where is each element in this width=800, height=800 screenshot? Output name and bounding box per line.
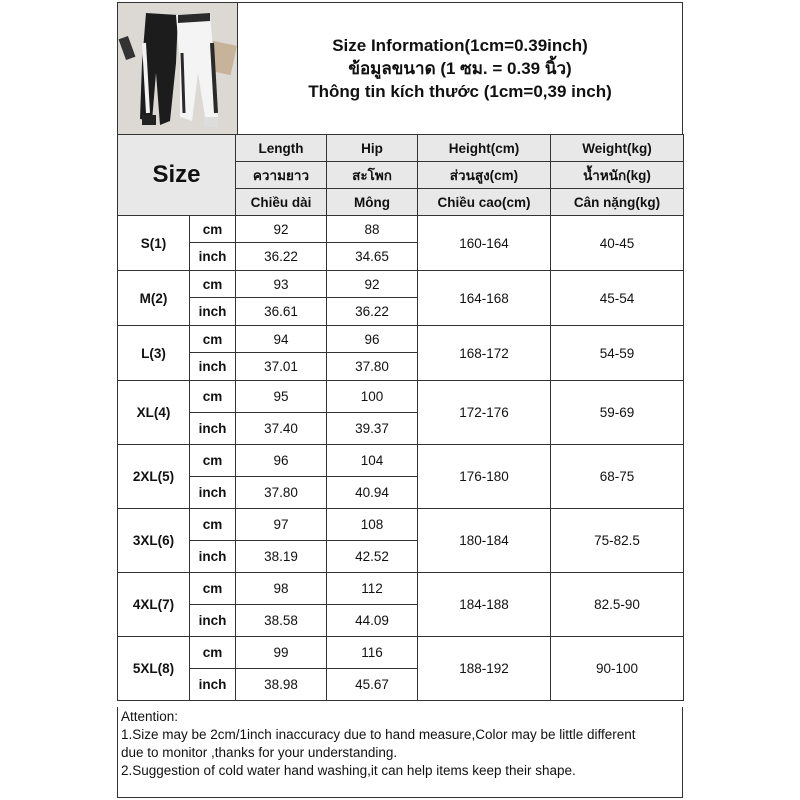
col-height-en: Height(cm) [418,135,551,162]
col-height-th: ส่วนสูง(cm) [418,162,551,189]
weight-cell: 40-45 [551,216,684,271]
attention-line-2: 2.Suggestion of cold water hand washing,it can help items keep their shape. [121,763,576,778]
length-cm-cell: 97 [236,509,327,541]
weight-cell: 59-69 [551,381,684,445]
size-chart-table [117,134,684,701]
hip-cm-cell: 108 [327,509,418,541]
length-inch-cell: 38.58 [236,605,327,637]
hip-cm-cell: 88 [327,216,418,243]
height-cell: 188-192 [418,637,551,701]
size-label: 3XL(6) [118,509,190,573]
hip-inch-cell: 40.94 [327,477,418,509]
length-cm-cell: 95 [236,381,327,413]
hip-inch-cell: 34.65 [327,243,418,271]
length-cm-cell: 96 [236,445,327,477]
size-label: M(2) [118,271,190,326]
height-cell: 172-176 [418,381,551,445]
height-cell: 164-168 [418,271,551,326]
length-cm-cell: 98 [236,573,327,605]
col-hip-th: สะโพก [327,162,418,189]
weight-cell: 82.5-90 [551,573,684,637]
col-weight-vi: Cân nặng(kg) [551,189,684,216]
size-info-titles [238,3,682,134]
size-label: 4XL(7) [118,573,190,637]
length-cm-cell: 92 [236,216,327,243]
title-thai: ข้อมูลขนาด (1 ซม. = 0.39 นิ้ว) [348,59,572,78]
hip-cm-cell: 92 [327,271,418,298]
size-label: XL(4) [118,381,190,445]
size-header-cell: Size [118,135,236,216]
hip-inch-cell: 44.09 [327,605,418,637]
col-length-en: Length [236,135,327,162]
attention-line-1b: due to monitor ,thanks for your understanding. [121,745,398,760]
hip-cm-cell: 100 [327,381,418,413]
weight-cell: 75-82.5 [551,509,684,573]
weight-cell: 90-100 [551,637,684,701]
unit-inch-label: inch [190,413,236,445]
table-row [118,509,684,541]
table-row [118,637,684,669]
hip-cm-cell: 96 [327,326,418,353]
col-height-vi: Chiều cao(cm) [418,189,551,216]
table-row [118,445,684,477]
hip-inch-cell: 39.37 [327,413,418,445]
unit-inch-label: inch [190,298,236,326]
unit-cm-label: cm [190,637,236,669]
unit-inch-label: inch [190,243,236,271]
hip-inch-cell: 37.80 [327,353,418,381]
hip-inch-cell: 42.52 [327,541,418,573]
header-row-en [118,135,684,162]
attention-line-1a: 1.Size may be 2cm/1inch inaccuracy due to hand measure,Color may be little different [121,727,636,742]
height-cell: 168-172 [418,326,551,381]
unit-cm-label: cm [190,381,236,413]
table-row [118,271,684,298]
col-length-vi: Chiều dài [236,189,327,216]
table-row [118,381,684,413]
size-info-header [117,2,683,135]
unit-inch-label: inch [190,541,236,573]
product-photo-icon [118,3,237,134]
attention-notes [117,707,683,798]
hip-inch-cell: 45.67 [327,669,418,701]
length-inch-cell: 37.01 [236,353,327,381]
weight-cell: 45-54 [551,271,684,326]
title-english: Size Information(1cm=0.39inch) [332,36,588,55]
length-inch-cell: 38.19 [236,541,327,573]
length-cm-cell: 93 [236,271,327,298]
size-label: L(3) [118,326,190,381]
col-weight-th: น้ำหนัก(kg) [551,162,684,189]
col-weight-en: Weight(kg) [551,135,684,162]
unit-cm-label: cm [190,326,236,353]
length-inch-cell: 37.40 [236,413,327,445]
height-cell: 184-188 [418,573,551,637]
unit-cm-label: cm [190,271,236,298]
length-cm-cell: 99 [236,637,327,669]
table-row [118,573,684,605]
hip-cm-cell: 104 [327,445,418,477]
unit-cm-label: cm [190,509,236,541]
height-cell: 180-184 [418,509,551,573]
hip-inch-cell: 36.22 [327,298,418,326]
product-thumbnail [118,3,238,134]
weight-cell: 68-75 [551,445,684,509]
col-hip-en: Hip [327,135,418,162]
length-cm-cell: 94 [236,326,327,353]
unit-inch-label: inch [190,605,236,637]
unit-inch-label: inch [190,353,236,381]
size-label: 5XL(8) [118,637,190,701]
table-row [118,326,684,353]
length-inch-cell: 36.61 [236,298,327,326]
col-hip-vi: Mông [327,189,418,216]
unit-inch-label: inch [190,477,236,509]
table-row [118,216,684,243]
length-inch-cell: 37.80 [236,477,327,509]
hip-cm-cell: 112 [327,573,418,605]
height-cell: 176-180 [418,445,551,509]
unit-cm-label: cm [190,573,236,605]
length-inch-cell: 38.98 [236,669,327,701]
title-vietnamese: Thông tin kích thước (1cm=0,39 inch) [308,82,612,101]
attention-heading: Attention: [121,709,179,724]
size-label: S(1) [118,216,190,271]
height-cell: 160-164 [418,216,551,271]
unit-cm-label: cm [190,216,236,243]
hip-cm-cell: 116 [327,637,418,669]
size-label: 2XL(5) [118,445,190,509]
col-length-th: ความยาว [236,162,327,189]
unit-cm-label: cm [190,445,236,477]
unit-inch-label: inch [190,669,236,701]
weight-cell: 54-59 [551,326,684,381]
length-inch-cell: 36.22 [236,243,327,271]
